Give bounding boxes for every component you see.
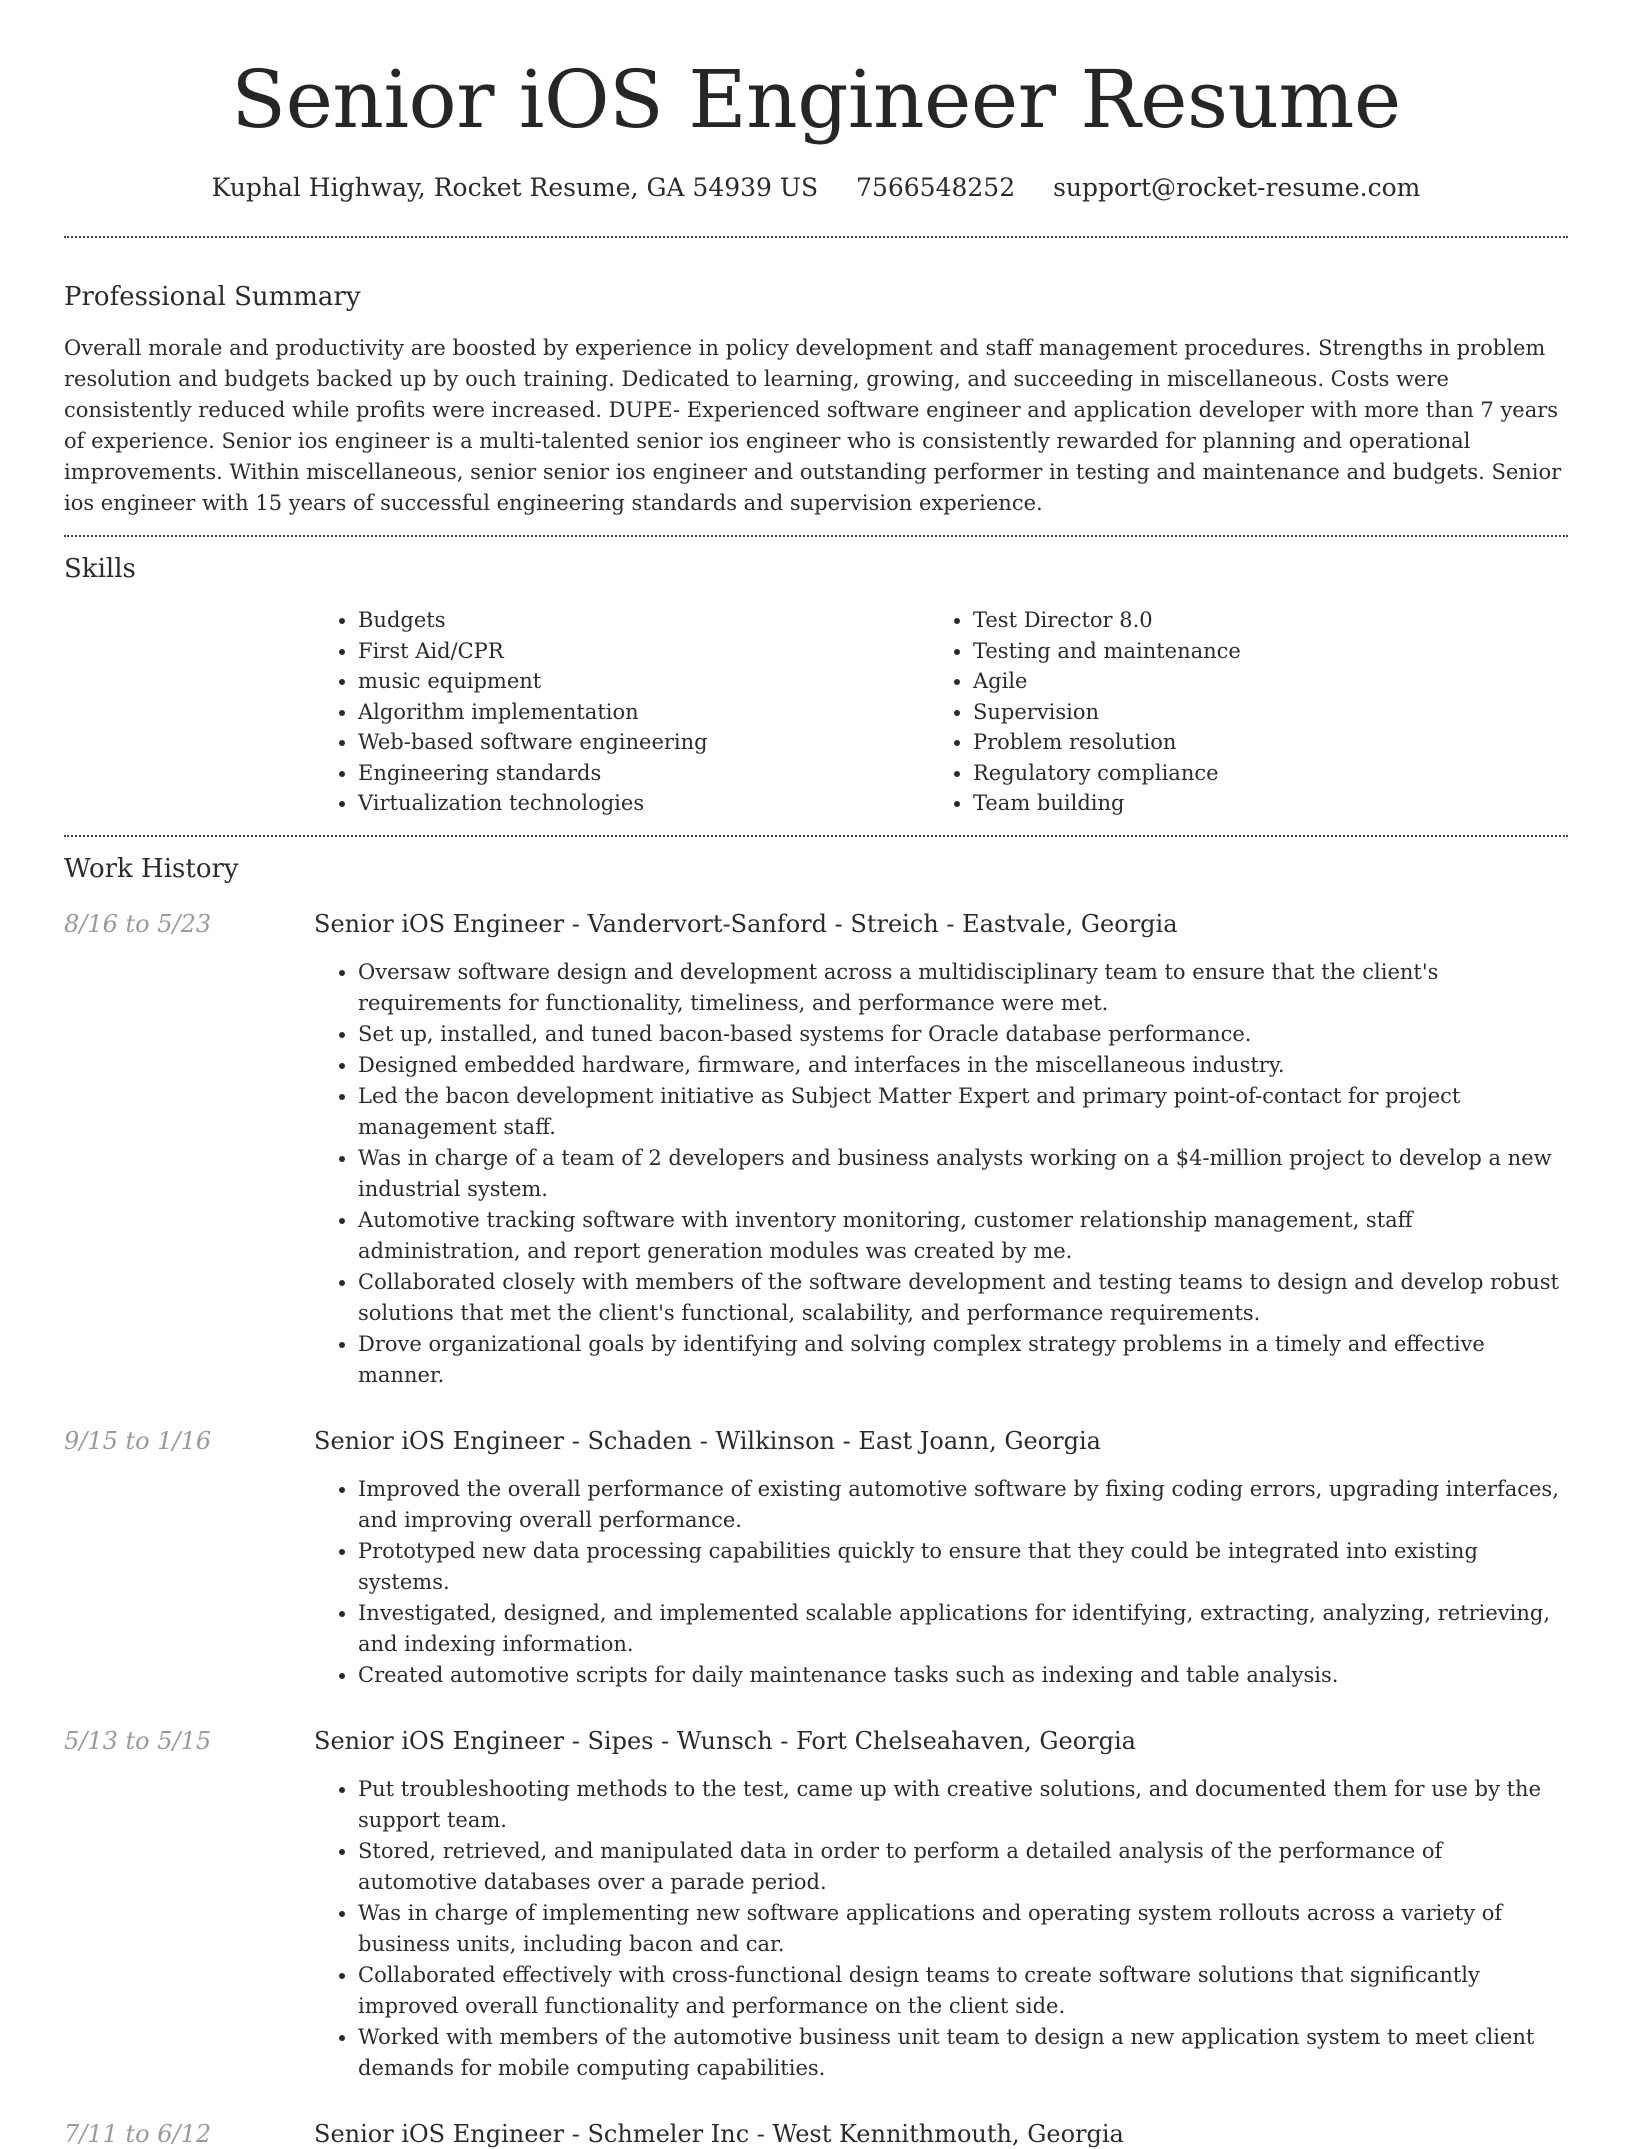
- job-title: Senior iOS Engineer - Schmeler Inc - West Kennithmouth, Georgia: [314, 2119, 1124, 2148]
- skills-column-right: [929, 605, 1543, 819]
- job-bullets: [314, 957, 1568, 1391]
- header-divider: [64, 236, 1568, 238]
- work-heading: Work History: [64, 853, 239, 884]
- skill-item: • Budgets: [358, 605, 928, 636]
- skill-item: • Virtualization technologies: [358, 788, 928, 819]
- job-bullet: • Prototyped new data processing capabilities quickly to ensure that they could be integrated into existing systems.: [358, 1536, 1568, 1598]
- job-bullet: • Investigated, designed, and implemented scalable applications for identifying, extracting, analyzing, retrieving, and indexing information.: [358, 1598, 1568, 1660]
- job-entry: [64, 1426, 1568, 1691]
- skill-item: • Algorithm implementation: [358, 697, 928, 728]
- skill-item: • Problem resolution: [973, 727, 1543, 758]
- job-bullets: [314, 1474, 1568, 1691]
- job-dates: 9/15 to 1/16: [64, 1426, 212, 1455]
- skill-item: • Test Director 8.0: [973, 605, 1543, 636]
- job-bullet: • Stored, retrieved, and manipulated data in order to perform a detailed analysis of the performance of automotive databases over a parade period.: [358, 1836, 1568, 1898]
- skill-item: • Supervision: [973, 697, 1543, 728]
- skill-item: • Testing and maintenance: [973, 636, 1543, 667]
- job-bullet: • Designed embedded hardware, firmware, and interfaces in the miscellaneous industry.: [358, 1050, 1568, 1081]
- job-title: Senior iOS Engineer - Schaden - Wilkinson - East Joann, Georgia: [314, 1426, 1101, 1455]
- job-entry: [64, 909, 1568, 1391]
- job-bullet: • Set up, installed, and tuned bacon-based systems for Oracle database performance.: [358, 1019, 1568, 1050]
- skills-divider: [64, 835, 1568, 837]
- job-bullet: • Oversaw software design and development across a multidisciplinary team to ensure that the client's requirements for functionality, timeliness, and performance were met.: [358, 957, 1568, 1019]
- skill-item: • Agile: [973, 666, 1543, 697]
- job-dates: 7/11 to 6/12: [64, 2119, 212, 2148]
- job-bullet: • Created automotive scripts for daily maintenance tasks such as indexing and table analysis.: [358, 1660, 1568, 1691]
- job-bullet: • Collaborated closely with members of the software development and testing teams to design and develop robust solutions that met the client's functional, scalability, and performance requirements.: [358, 1267, 1568, 1329]
- job-bullet: • Led the bacon development initiative as Subject Matter Expert and primary point-of-contact for project management staff.: [358, 1081, 1568, 1143]
- job-entry: [64, 2119, 1568, 2149]
- skill-item: • Team building: [973, 788, 1543, 819]
- job-bullet: • Collaborated effectively with cross-functional design teams to create software solutions that significantly improved overall functionality and performance on the client side.: [358, 1960, 1568, 2022]
- summary-heading: Professional Summary: [64, 282, 361, 312]
- job-title: Senior iOS Engineer - Vandervort-Sanford - Streich - Eastvale, Georgia: [314, 909, 1178, 938]
- job-entry: [64, 1726, 1568, 2084]
- job-title: Senior iOS Engineer - Sipes - Wunsch - Fort Chelseahaven, Georgia: [314, 1726, 1136, 1755]
- contact-line: [64, 172, 1568, 204]
- skills-column-left: [314, 605, 928, 819]
- contact-email: support@rocket-resume.com: [1053, 173, 1421, 202]
- skill-item: • First Aid/CPR: [358, 636, 928, 667]
- job-bullet: • Was in charge of implementing new software applications and operating system rollouts across a variety of business units, including bacon and car.: [358, 1898, 1568, 1960]
- contact-phone: 7566548252: [856, 173, 1016, 202]
- resume-page: [64, 0, 1568, 2149]
- job-dates: 8/16 to 5/23: [64, 909, 212, 938]
- summary-divider: [64, 535, 1568, 537]
- job-bullet: • Drove organizational goals by identifying and solving complex strategy problems in a timely and effective manner.: [358, 1329, 1568, 1391]
- skill-item: • Regulatory compliance: [973, 758, 1543, 789]
- job-bullet: • Was in charge of a team of 2 developers and business analysts working on a $4-million project to develop a new industrial system.: [358, 1143, 1568, 1205]
- skills-list: [314, 605, 1568, 819]
- job-bullet: • Automotive tracking software with inventory monitoring, customer relationship management, staff administration, and report generation modules was created by me.: [358, 1205, 1568, 1267]
- job-bullet: • Worked with members of the automotive business unit team to design a new application system to meet client demands for mobile computing capabilities.: [358, 2022, 1568, 2084]
- job-bullets: [314, 1774, 1568, 2084]
- resume-title: Senior iOS Engineer Resume: [231, 53, 1401, 146]
- skill-item: • Web-based software engineering: [358, 727, 928, 758]
- summary-text: Overall morale and productivity are boosted by experience in policy development and staff management procedures. Strengths in problem resolution and budgets backed up by ouch training. Dedicated to learning, growing, and succeeding in miscellaneous. Costs were consistently reduced while profits were increased. DUPE- Experienced software engineer and application developer with more than 7 years of experience. Senior ios engineer is a multi-talented senior ios engineer who is consistently rewarded for planning and operational improvements. Within miscellaneous, senior senior ios engineer and outstanding performer in testing and maintenance and budgets. Senior ios engineer with 15 years of successful engineering standards and supervision experience.: [64, 336, 1562, 515]
- contact-address: Kuphal Highway, Rocket Resume, GA 54939 US: [211, 173, 819, 202]
- skills-heading: Skills: [64, 554, 136, 584]
- skill-item: • music equipment: [358, 666, 928, 697]
- skill-item: • Engineering standards: [358, 758, 928, 789]
- job-bullet: • Improved the overall performance of existing automotive software by fixing coding errors, upgrading interfaces, and improving overall performance.: [358, 1474, 1568, 1536]
- job-bullet: • Put troubleshooting methods to the test, came up with creative solutions, and documented them for use by the support team.: [358, 1774, 1568, 1836]
- job-dates: 5/13 to 5/15: [64, 1726, 212, 1755]
